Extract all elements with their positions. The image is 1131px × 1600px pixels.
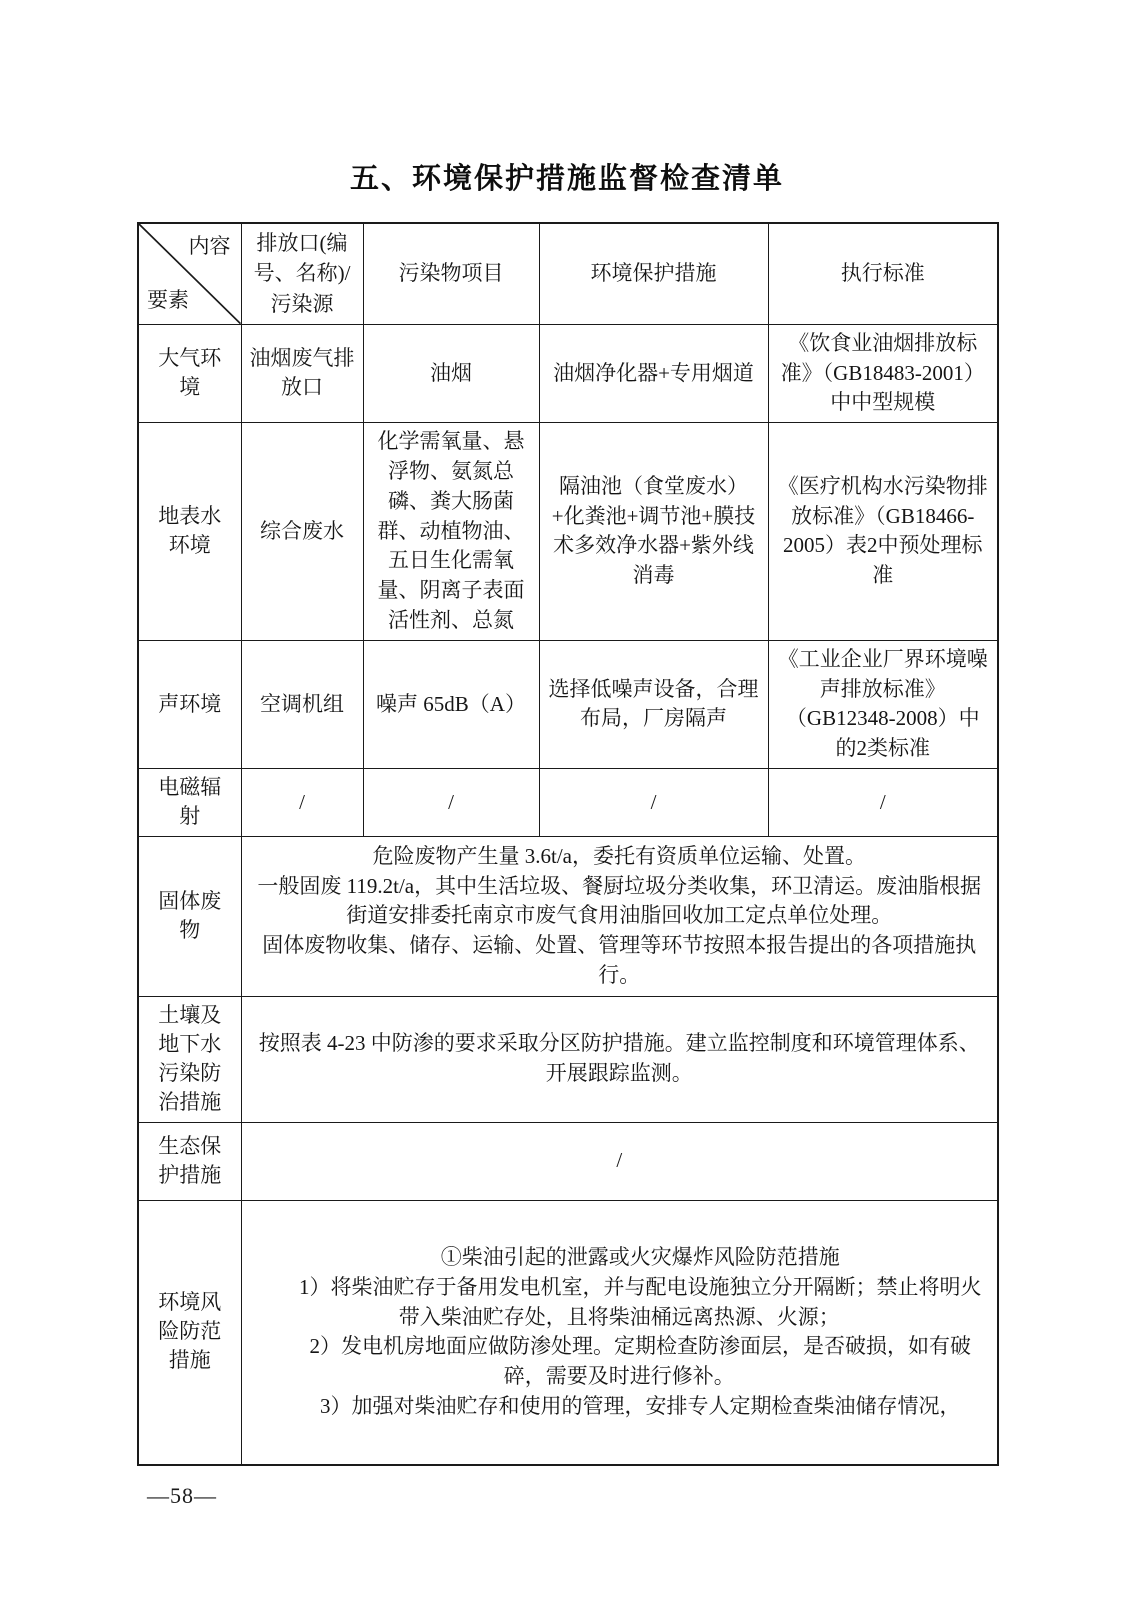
- label-surface-water: 地表水环境: [138, 423, 241, 641]
- cell-surface-water-standard: 《医疗机构水污染物排放标准》（GB18466-2005）表2中预处理标准: [768, 423, 998, 641]
- label-solid-waste: 固体废物: [138, 836, 241, 996]
- row-electromagnetic: [138, 769, 998, 837]
- cell-electromagnetic-standard: /: [768, 769, 998, 837]
- corner-label-content: 内容: [188, 234, 231, 258]
- row-surface-water: [138, 423, 998, 641]
- solid-waste-paragraph: 一般固废 119.2t/a，其中生活垃圾、餐厨垃圾分类收集，环卫清运。废油脂根据街道安排委托南京市废气食用油脂回收加工定点单位处理。: [257, 873, 982, 928]
- corner-label-element: 要素: [147, 287, 189, 312]
- label-ecology: 生态保护措施: [138, 1122, 241, 1200]
- cell-noise-standard: 《工业企业厂界环境噪声排放标准》（GB12348-2008）中的2类标准: [768, 640, 998, 768]
- cell-surface-water-pollutant: 化学需氧量、悬浮物、氨氮总磷、粪大肠菌群、动植物油、五日生化需氧量、阴离子表面活性剂、总氮: [363, 423, 539, 641]
- cell-atmosphere-outlet: 油烟废气排放口: [241, 324, 363, 422]
- cell-atmosphere-standard: 《饮食业油烟排放标准》（GB18483-2001）中中型规模: [768, 324, 998, 422]
- header-pollutant: 污染物项目: [363, 223, 539, 324]
- cell-electromagnetic-measure: /: [539, 769, 768, 837]
- row-atmosphere: [138, 324, 998, 422]
- cell-electromagnetic-pollutant: /: [363, 769, 539, 837]
- row-risk: [138, 1200, 998, 1465]
- label-risk: 环境风险防范措施: [138, 1200, 241, 1465]
- label-noise: 声环境: [138, 640, 241, 768]
- inspection-checklist-table: [137, 222, 999, 1466]
- cell-noise-measure: 选择低噪声设备，合理布局，厂房隔声: [539, 640, 768, 768]
- header-standard: 执行标准: [768, 223, 998, 324]
- cell-noise-pollutant: 噪声 65dB（A）: [363, 640, 539, 768]
- row-solid-waste: [138, 836, 998, 996]
- label-electromagnetic: 电磁辐射: [138, 769, 241, 837]
- row-noise: [138, 640, 998, 768]
- cell-atmosphere-measure: 油烟净化器+专用烟道: [539, 324, 768, 422]
- cell-soil-groundwater-content: 按照表 4-23 中防渗的要求采取分区防护措施。建立监控制度和环境管理体系、开展跟踪监测。: [241, 996, 998, 1122]
- label-soil-groundwater: 土壤及地下水污染防治措施: [138, 996, 241, 1122]
- risk-paragraph: ①柴油引起的泄露或火灾爆炸风险防范措施: [440, 1244, 840, 1269]
- corner-header-cell: [138, 223, 241, 324]
- header-measure: 环境保护措施: [539, 223, 768, 324]
- table-header-row: [138, 223, 998, 324]
- header-outlet: 排放口(编号、名称)/污染源: [241, 223, 363, 324]
- cell-surface-water-outlet: 综合废水: [241, 423, 363, 641]
- cell-solid-waste-content: [241, 836, 998, 996]
- row-ecology: [138, 1122, 998, 1200]
- risk-paragraph: 1）将柴油贮存于备用发电机室，并与配电设施独立分开隔断；禁止将明火带入柴油贮存处，且将柴油桶远离热源、火源；: [299, 1274, 982, 1329]
- solid-waste-paragraph: 固体废物收集、储存、运输、处置、管理等环节按照本报告提出的各项措施执行。: [262, 933, 977, 988]
- label-atmosphere: 大气环境: [138, 324, 241, 422]
- cell-ecology-content: /: [241, 1122, 998, 1200]
- row-soil-groundwater: [138, 996, 998, 1122]
- cell-noise-outlet: 空调机组: [241, 640, 363, 768]
- solid-waste-paragraph: 危险废物产生量 3.6t/a，委托有资质单位运输、处置。: [372, 843, 866, 868]
- cell-atmosphere-pollutant: 油烟: [363, 324, 539, 422]
- page-title: 五、环境保护措施监督检查清单: [349, 163, 784, 195]
- cell-electromagnetic-outlet: /: [241, 769, 363, 837]
- risk-paragraph: 2）发电机房地面应做防渗处理。定期检查防渗面层，是否破损，如有破碎，需要及时进行修补。: [309, 1334, 971, 1389]
- cell-risk-content: [241, 1200, 998, 1465]
- cell-surface-water-measure: 隔油池（食堂废水）+化粪池+调节池+膜技术多效净水器+紫外线消毒: [539, 423, 768, 641]
- risk-paragraph: 3）加强对柴油贮存和使用的管理，安排专人定期检查柴油储存情况，: [320, 1393, 961, 1418]
- page-number: —58—: [147, 1483, 217, 1508]
